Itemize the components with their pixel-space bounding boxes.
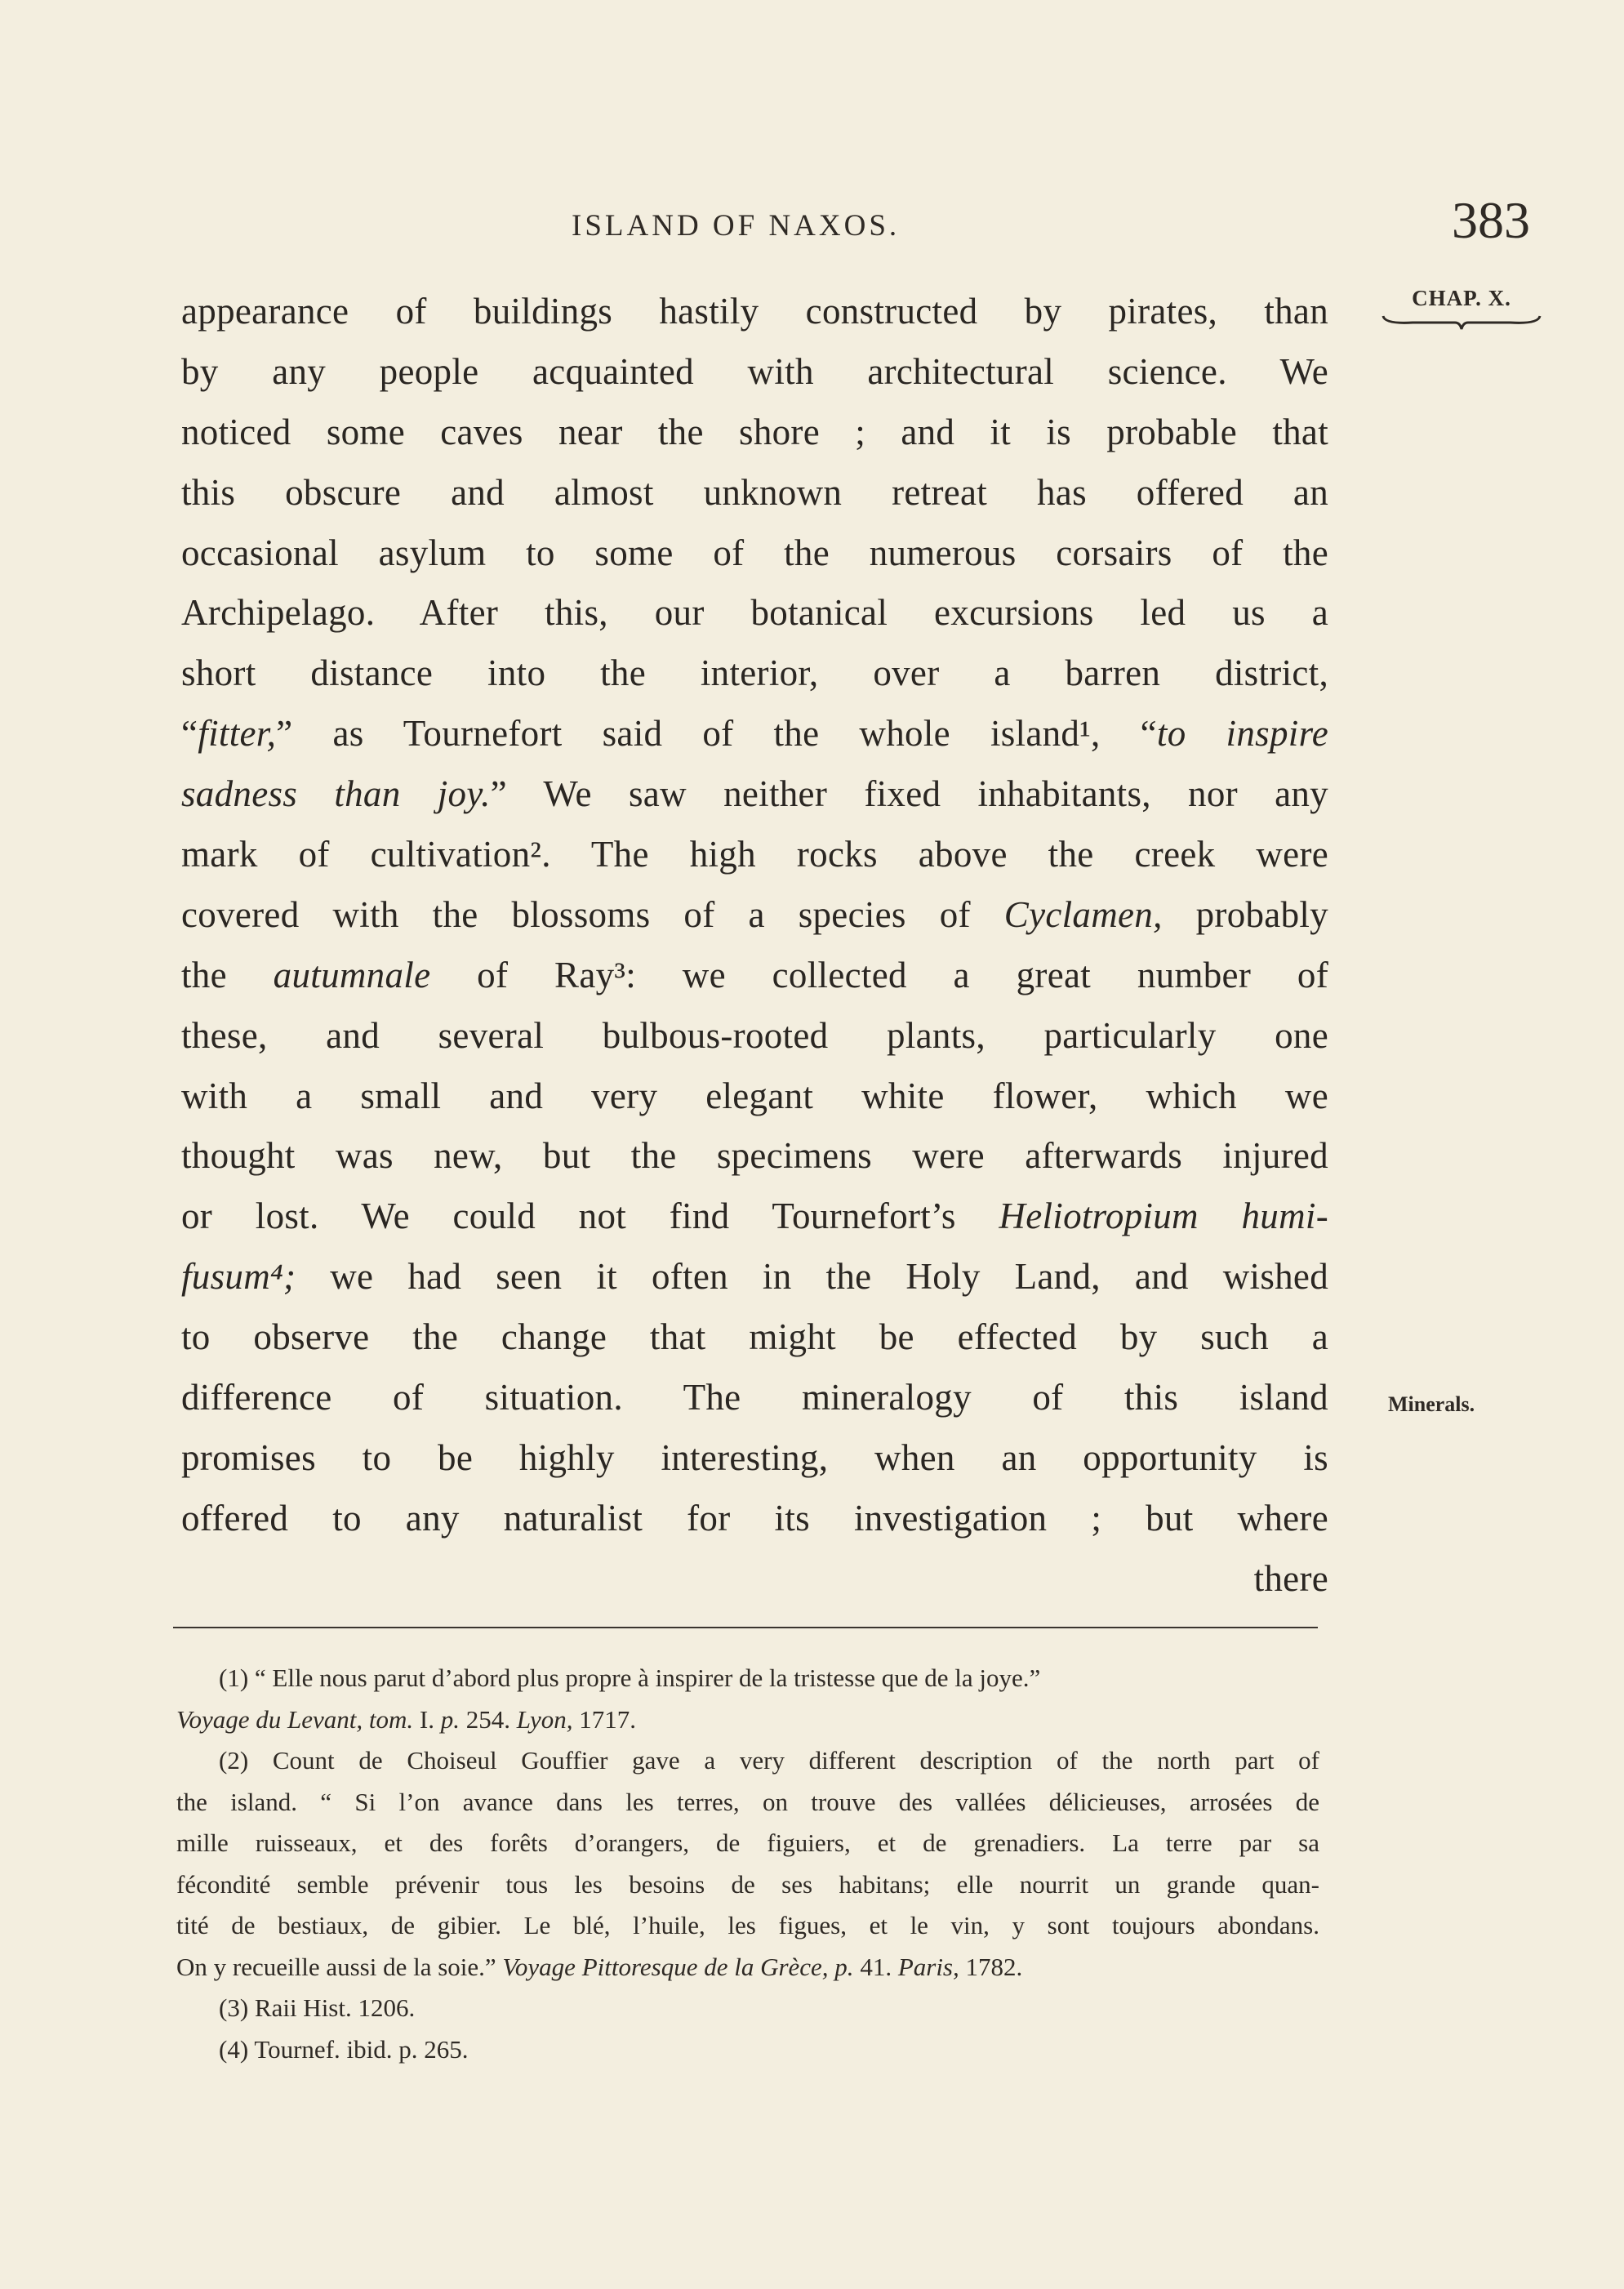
- footnotes: [176, 1658, 1319, 2070]
- body-line: sadness than joy.” We saw neither fixed inhabitants, nor any: [181, 773, 1328, 815]
- footnote-line: the island. “ Si l’on avance dans les terres, on trouve des vallées délicieuses, arrosées de: [176, 1787, 1319, 1816]
- body-line: fusum⁴; we had seen it often in the Holy Land, and wished: [181, 1256, 1328, 1298]
- body-line: these, and several bulbous-rooted plants, particularly one: [181, 1014, 1328, 1056]
- body-line: occasional asylum to some of the numerous corsairs of the: [181, 532, 1328, 573]
- body-line: “fitter,” as Tournefort said of the whole island¹, “to inspire: [181, 713, 1328, 755]
- running-head: ISLAND OF NAXOS.: [572, 209, 901, 243]
- body-line: thought was new, but the specimens were afterwards injured: [181, 1135, 1328, 1177]
- body-line: covered with the blossoms of a species of Cyclamen, probably: [181, 893, 1328, 935]
- body-line: with a small and very elegant white flower, which we: [181, 1075, 1328, 1116]
- body-line: by any people acquainted with architectural science. We: [181, 350, 1328, 392]
- body-line: to observe the change that might be effected by such a: [181, 1316, 1328, 1358]
- body-line: appearance of buildings hastily constructed by pirates, than: [181, 291, 1328, 332]
- footnote-line: Voyage du Levant, tom. I. p. 254. Lyon, 1717.: [176, 1704, 637, 1734]
- body-line: short distance into the interior, over a barren district,: [181, 652, 1328, 694]
- body-line: promises to be highly interesting, when an opportunity is: [181, 1436, 1328, 1478]
- body-line: difference of situation. The mineralogy of this island: [181, 1377, 1328, 1418]
- footnote-line: On y recueille aussi de la soie.” Voyage Pittoresque de la Grèce, p. 41. Paris, 1782.: [176, 1952, 1023, 1981]
- footnote-line: (2) Count de Choiseul Gouffier gave a very different description of the north part of: [219, 1746, 1319, 1775]
- body-text: [181, 282, 1328, 1610]
- body-line: or lost. We could not find Tournefort’s Heliotropium humi-: [181, 1196, 1328, 1237]
- chapter-marker: [1380, 286, 1543, 331]
- page-number: 383: [1452, 191, 1530, 249]
- footnote-line: (1) “ Elle nous parut d’abord plus propre à inspirer de la tristesse que de la joye.”: [219, 1663, 1041, 1692]
- chapter-label: CHAP. X.: [1412, 286, 1511, 310]
- body-line: mark of cultivation². The high rocks above the creek were: [181, 834, 1328, 875]
- side-note-minerals: Minerals.: [1388, 1392, 1475, 1416]
- body-line: offered to any naturalist for its investigation ; but where: [181, 1497, 1328, 1539]
- brace-ornament: [1380, 313, 1543, 331]
- body-line: Archipelago. After this, our botanical excursions led us a: [181, 592, 1328, 634]
- body-line: this obscure and almost unknown retreat has offered an: [181, 471, 1328, 513]
- footnote-line: tité de bestiaux, de gibier. Le blé, l’huile, les figues, et le vin, y sont toujours abondans.: [176, 1911, 1319, 1939]
- footnote-line: (3) Raii Hist. 1206.: [219, 1993, 416, 2022]
- body-line: noticed some caves near the shore ; and it is probable that: [181, 411, 1328, 452]
- footnote-divider: [173, 1627, 1318, 1628]
- footnote-line: fécondité semble prévenir tous les besoins de ses habitans; elle nourrit un grande quan-: [176, 1869, 1319, 1899]
- body-line: the autumnale of Ray³: we collected a great number of: [181, 954, 1328, 995]
- footnote-line: (4) Tournef. ibid. p. 265.: [219, 2034, 469, 2064]
- footnote-line: mille ruisseaux, et des forêts d’orangers, de figuiers, et de grenadiers. La terre par sa: [176, 1828, 1319, 1857]
- catchword: there: [1253, 1557, 1328, 1599]
